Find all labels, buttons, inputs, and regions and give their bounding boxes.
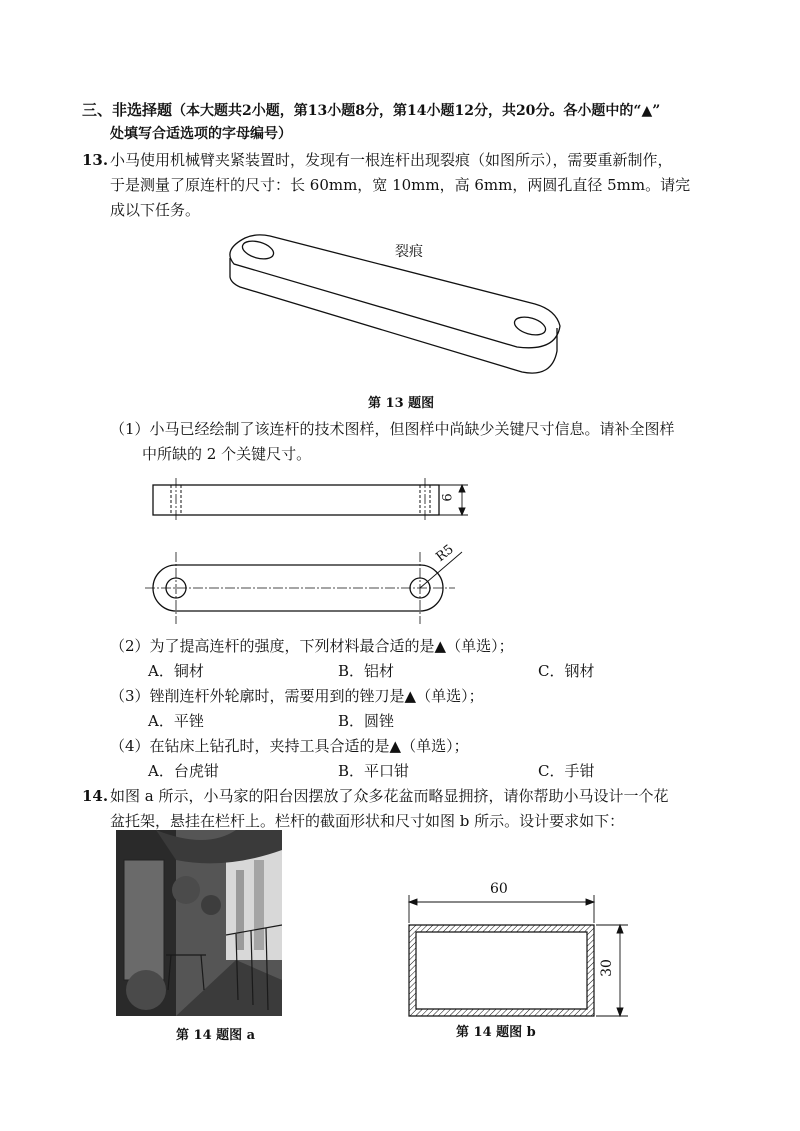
q13-sub3: （3）锉削连杆外轮廓时，需要用到的锉刀是▲（单选）；	[110, 687, 484, 705]
q13-sub1-line1: （1）小马已经绘制了该连杆的技术图样，但图样中尚缺少关键尺寸信息。请补全图样	[110, 420, 675, 438]
q13-number: 13.	[82, 151, 109, 169]
q14-stem-line2: 盆托架，悬挂在栏杆上。栏杆的截面形状和尺寸如图 b 所示。设计要求如下：	[110, 812, 625, 830]
q13-sub3-option-b: B．圆锉	[338, 712, 395, 730]
q13-sub3-option-a: A．平锉	[148, 712, 204, 730]
q14-dim-width: 60	[490, 881, 508, 897]
q13-stem-line1: 小马使用机械臂夹紧装置时，发现有一根连杆出现裂痕（如图所示），需要重新制作，	[110, 151, 673, 169]
q13-sub2-option-b: B．铝材	[338, 662, 395, 680]
q14-fig-b-caption: 第 14 题图 b	[456, 1025, 536, 1040]
q13-sub4-option-c: C．手钳	[538, 762, 595, 780]
q13-sub2-option-a: A．铜材	[148, 662, 204, 680]
q13-sub4: （4）在钻床上钻孔时，夹持工具合适的是▲（单选）；	[110, 737, 469, 755]
q13-sub4-option-a: A．台虎钳	[148, 762, 219, 780]
q13-sub1-line2: 中所缺的 2 个关键尺寸。	[142, 445, 312, 463]
q14-fig-a-caption: 第 14 题图 a	[176, 1028, 256, 1043]
section-note-line2: 处填写合适选项的字母编号）	[110, 126, 292, 142]
q13-sub2-option-c: C．钢材	[538, 662, 595, 680]
q13-sub4-option-b: B．平口钳	[338, 762, 410, 780]
q13-dim-radius: R5	[433, 542, 457, 565]
q13-crack-label: 裂痕	[395, 244, 423, 260]
q13-figure-caption: 第 13 题图	[368, 396, 435, 411]
q14-stem-line1: 如图 a 所示，小马家的阳台因摆放了众多花盆而略显拥挤，请你帮助小马设计一个花	[110, 787, 669, 805]
q14-number: 14.	[82, 787, 109, 805]
q13-dim-height: 6	[440, 493, 456, 502]
q13-sub2: （2）为了提高连杆的强度，下列材料最合适的是▲（单选）；	[110, 637, 514, 655]
q13-stem-line2: 于是测量了原连杆的尺寸：长 60mm，宽 10mm，高 6mm，两圆孔直径 5mm。请完	[110, 176, 691, 194]
q14-dim-height: 30	[598, 959, 615, 977]
section-title: 三、非选择题	[82, 101, 173, 119]
section-note-line1: （本大题共2小题，第13小题8分，第14小题12分，共20分。各小题中的“▲”	[172, 103, 661, 119]
q13-stem-line3: 成以下任务。	[110, 201, 201, 219]
